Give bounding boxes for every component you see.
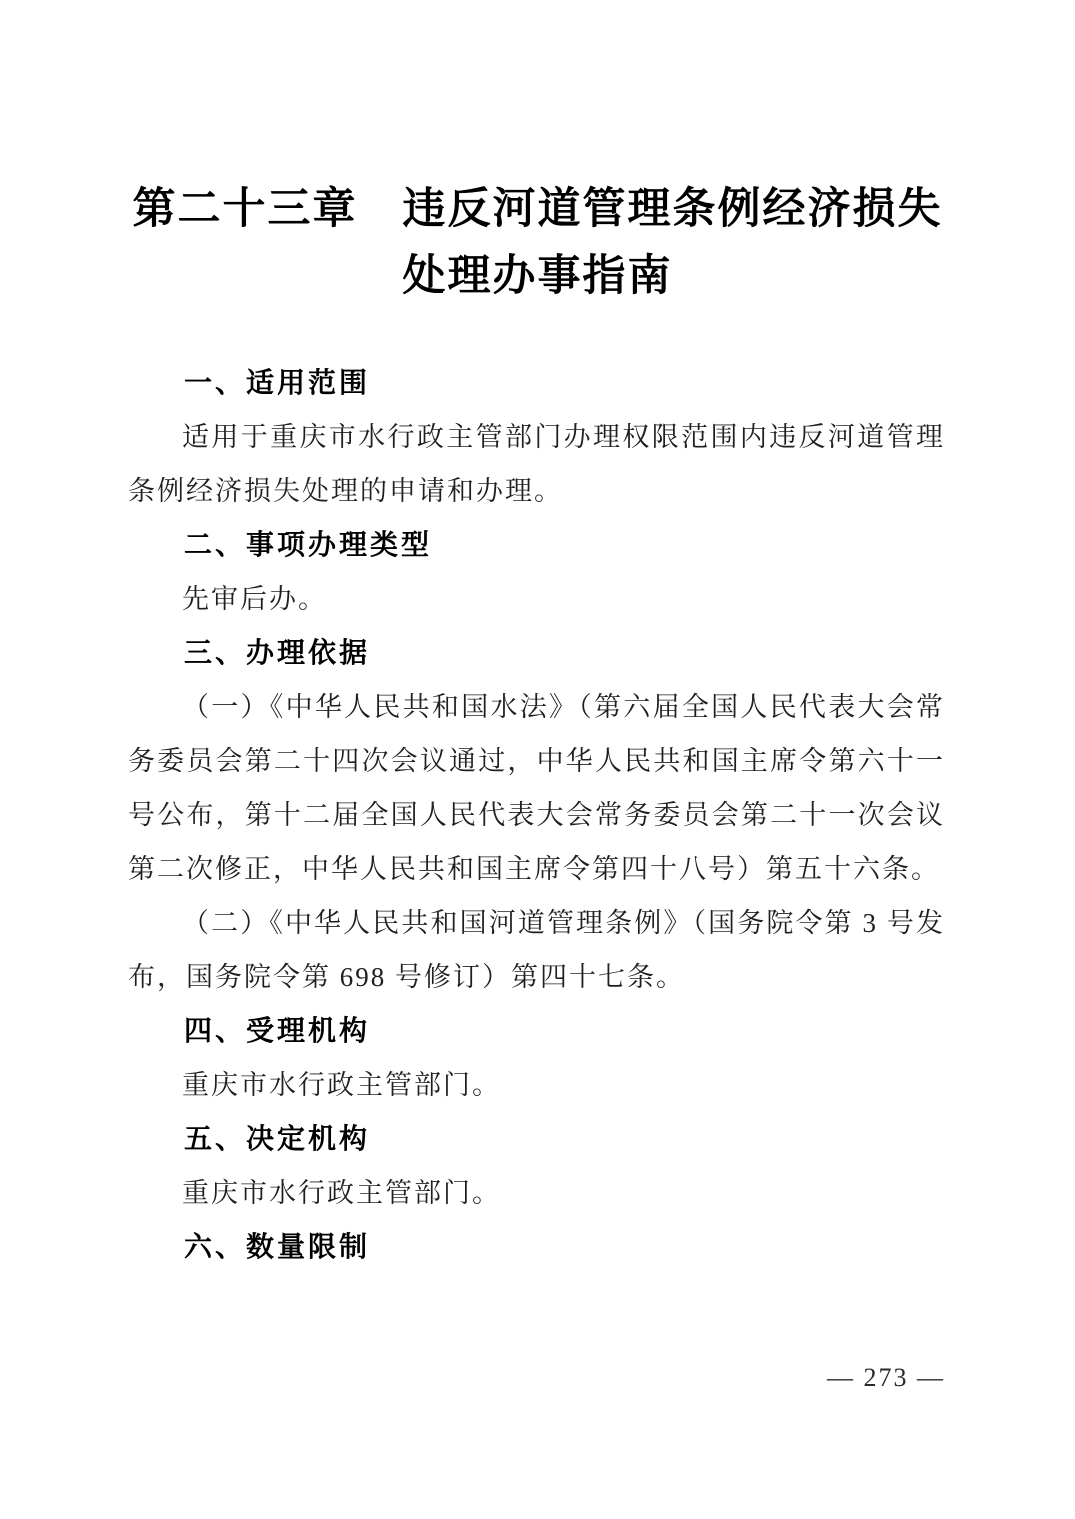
paragraph-handling-type: 先审后办。 [182, 584, 327, 614]
chapter-title [0, 0, 1075, 310]
page-number: — 273 — [827, 1363, 945, 1392]
document-body [128, 356, 945, 1274]
chapter-title-line2: 处理办事指南 [402, 253, 673, 300]
section-heading-legal-basis: 三、办理依据 [184, 637, 371, 668]
section-heading-handling-type: 二、事项办理类型 [184, 529, 433, 560]
section-heading-accepting-agency: 四、受理机构 [184, 1015, 371, 1046]
section-heading-deciding-agency: 五、决定机构 [184, 1123, 371, 1154]
section-heading-scope: 一、适用范围 [184, 367, 371, 398]
section-heading-quantity-limit: 六、数量限制 [184, 1231, 371, 1262]
paragraph-accepting-agency: 重庆市水行政主管部门。 [182, 1070, 501, 1100]
chapter-title-line1: 第二十三章 违反河道管理条例经济损失 [132, 186, 943, 233]
paragraph-legal-basis-2: （二）《中华人民共和国河道管理条例》（国务院令第 3 号发布，国务院令第 698 号修订）第四十七条。 [128, 908, 945, 992]
paragraph-deciding-agency: 重庆市水行政主管部门。 [182, 1178, 501, 1208]
paragraph-scope: 适用于重庆市水行政主管部门办理权限范围内违反河道管理条例经济损失处理的申请和办理。 [128, 422, 945, 506]
paragraph-legal-basis-1: （一）《中华人民共和国水法》（第六届全国人民代表大会常务委员会第二十四次会议通过，中华人民共和国主席令第六十一号公布，第十二届全国人民代表大会常务委员会第二十一次会议第二次修正，中华人民共和国主席令第四十八号）第五十六条。 [128, 692, 945, 884]
